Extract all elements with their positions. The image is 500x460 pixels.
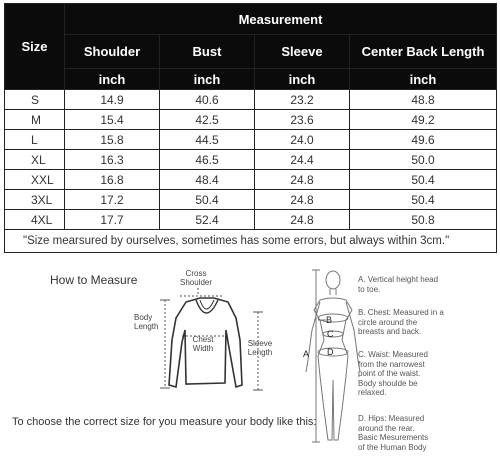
value-cell: 17.2 [65, 190, 160, 210]
value-cell: 49.6 [350, 130, 497, 150]
value-cell: 23.6 [255, 110, 350, 130]
value-cell: 15.4 [65, 110, 160, 130]
legend-d [358, 414, 478, 452]
value-cell: 44.5 [160, 130, 255, 150]
legend-b [358, 308, 478, 337]
how-to-measure-title: How to Measure [50, 273, 138, 287]
legend-b-line2: circle around the [358, 317, 418, 327]
value-cell: 50.4 [160, 190, 255, 210]
body-length-label-line2: Length [134, 322, 159, 331]
size-cell: M [5, 110, 65, 130]
unit-header: inch [255, 69, 350, 90]
value-cell: 24.8 [255, 170, 350, 190]
marker-d: D [327, 347, 334, 357]
column-header: Sleeve [255, 35, 350, 69]
legend-d-line4: of the Human Body [358, 442, 427, 452]
unit-header: inch [65, 69, 160, 90]
unit-header: inch [350, 69, 497, 90]
measure-instruction: To choose the correct size for you measure your body like this: [12, 416, 317, 428]
value-cell: 42.5 [160, 110, 255, 130]
sleeve-length-label-line1: Sleeve [247, 339, 273, 348]
value-cell: 46.5 [160, 150, 255, 170]
value-cell: 48.4 [160, 170, 255, 190]
column-header: Bust [160, 35, 255, 69]
size-cell: XL [5, 150, 65, 170]
sleeve-length-label-line2: Length [247, 348, 273, 357]
value-cell: 50.4 [350, 190, 497, 210]
value-cell: 17.7 [65, 210, 160, 230]
value-cell: 24.4 [255, 150, 350, 170]
legend-d-line1: D. Hips: Measured [358, 414, 425, 423]
body-length-label-line1: Body [134, 313, 153, 322]
marker-a: A [303, 349, 310, 359]
size-cell: 4XL [5, 210, 65, 230]
value-cell: 50.4 [350, 170, 497, 190]
value-cell: 23.2 [255, 90, 350, 110]
measurement-note: "Size mearsured by ourselves, sometimes has some errors, but always within 3cm." [5, 230, 497, 253]
value-cell: 50.0 [350, 150, 497, 170]
legend-d-line3: Basic Mesurements [358, 433, 429, 442]
size-cell: XXL [5, 170, 65, 190]
value-cell: 14.9 [65, 90, 160, 110]
value-cell: 24.0 [255, 130, 350, 150]
unit-header: inch [160, 69, 255, 90]
value-cell: 48.8 [350, 90, 497, 110]
legend-c-line5: relaxed. [358, 388, 387, 397]
size-cell: S [5, 90, 65, 110]
legend-c-line4: Body shoulde be [358, 378, 418, 388]
size-cell: L [5, 130, 65, 150]
legend-c-line3: point of the waist. [358, 369, 421, 378]
legend-a [358, 275, 478, 294]
value-cell: 24.8 [255, 190, 350, 210]
chest-width-label-line1: Chest [192, 335, 214, 344]
value-cell: 16.8 [65, 170, 160, 190]
value-cell: 52.4 [160, 210, 255, 230]
legend-c-line1: C. Waist: Measured [358, 350, 428, 359]
cross-shoulder-label-line2: Shoulder [179, 278, 213, 287]
value-cell: 24.8 [255, 210, 350, 230]
value-cell: 49.2 [350, 110, 497, 130]
value-cell: 40.6 [160, 90, 255, 110]
marker-c: C [327, 329, 334, 339]
size-column-header: Size [5, 4, 65, 90]
size-cell: 3XL [5, 190, 65, 210]
marker-b: B [326, 315, 333, 325]
column-header: Center Back Length [350, 35, 497, 69]
legend-c-line2: from the narrowest [358, 359, 425, 369]
value-cell: 15.8 [65, 130, 160, 150]
legend-a-line2: to toe. [358, 284, 381, 294]
chest-width-label-line2: Width [192, 344, 214, 353]
legend-b-line3: breasts and back. [358, 327, 422, 336]
legend-b-line1: B. Chest: Measured in a [358, 308, 444, 317]
value-cell: 16.3 [65, 150, 160, 170]
column-header: Shoulder [65, 35, 160, 69]
measurement-header: Measurement [65, 4, 497, 35]
legend-c [358, 350, 478, 398]
legend-d-line2: around the rear. [358, 423, 415, 433]
cross-shoulder-label-line1: Cross [185, 269, 207, 278]
value-cell: 50.8 [350, 210, 497, 230]
legend-a-line1: A. Vertical height head [358, 275, 439, 284]
